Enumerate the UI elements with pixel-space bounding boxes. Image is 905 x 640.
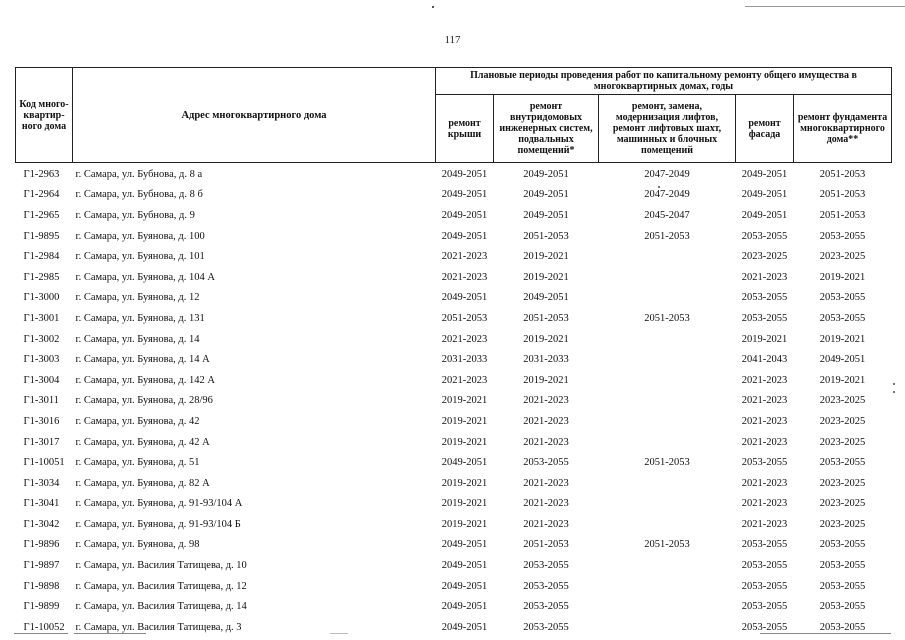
table-row [16,349,892,370]
header-address: Адрес многоквартирного дома [73,68,436,163]
header-facade: ремонт фасада [736,95,794,163]
cell-address: г. Самара, ул. Буянова, д. 51 [75,457,200,469]
table-row [16,308,892,329]
cell-lifts: 2051-2053 [644,312,690,324]
cell-facade: 2021-2023 [741,271,788,283]
scan-speck [893,391,895,393]
cell-systems: 2021-2023 [523,415,569,427]
cell-facade: 2021-2023 [741,436,788,448]
cell-address: г. Самара, ул. Буянова, д. 14 [75,333,200,345]
header-work-periods: Плановые периоды проведения работ по капитальному ремонту общего имущества в многоквартирных домах, годы [436,68,892,95]
cell-code: Г1-3004 [23,374,60,386]
cell-code: Г1-9896 [23,539,60,551]
cell-facade: 2053-2055 [741,539,788,551]
cell-systems: 2031-2033 [523,354,569,366]
cell-systems: 2051-2053 [523,312,569,324]
header-lifts: ремонт, замена, модернизация лифтов, ремонт лифтовых шахт, машинных и блочных помещений [599,95,736,163]
cell-roof: 2049-2051 [441,209,488,221]
table-row [16,473,892,494]
cell-lifts: 2045-2047 [644,209,690,221]
cell-roof: 2019-2021 [441,395,488,407]
cell-foundation: 2049-2051 [819,354,866,366]
cell-facade: 2019-2021 [741,333,788,345]
page-number: 117 [444,34,461,46]
cell-foundation: 2053-2055 [819,601,866,613]
cell-code: Г1-9897 [23,560,60,572]
table-row [16,163,892,185]
cell-roof: 2019-2021 [441,477,488,489]
cell-foundation: 2023-2025 [819,395,866,407]
cell-foundation: 2019-2021 [819,333,866,345]
cell-code: Г1-3001 [23,312,60,324]
cell-foundation: 2051-2053 [819,168,866,180]
scan-speck [432,6,434,8]
cell-systems: 2019-2021 [523,333,569,345]
cell-systems: 2053-2055 [523,560,569,572]
table-row [16,329,892,350]
cell-lifts [599,494,736,515]
cell-systems: 2053-2055 [523,580,569,592]
cell-roof: 2031-2033 [441,354,488,366]
header-roof: ремонт крыши [436,95,494,163]
cell-roof: 2021-2023 [441,374,488,386]
cell-systems: 2049-2051 [523,168,569,180]
cell-address: г. Самара, ул. Буянова, д. 42 А [75,436,210,448]
cell-code: Г1-9898 [23,580,60,592]
cell-facade: 2021-2023 [741,395,788,407]
cell-systems: 2019-2021 [523,374,569,386]
cell-foundation: 2053-2055 [819,621,866,633]
cell-systems: 2021-2023 [523,498,569,510]
cell-systems: 2021-2023 [523,436,569,448]
cell-address: г. Самара, ул. Бубнова, д. 8 б [75,189,203,201]
table-row [16,535,892,556]
cell-systems: 2021-2023 [523,477,569,489]
cell-foundation: 2053-2055 [819,457,866,469]
cell-code: Г1-3041 [23,498,60,510]
cell-facade: 2053-2055 [741,292,788,304]
cell-lifts [599,473,736,494]
header-code: Код много-квартир-ного дома [16,68,73,163]
cell-code: Г1-9899 [23,601,60,613]
cell-facade: 2053-2055 [741,560,788,572]
cell-code: Г1-10052 [23,621,65,633]
cell-address: г. Самара, ул. Василия Татищева, д. 3 [75,621,242,633]
cell-code: Г1-3003 [23,354,60,366]
cell-code: Г1-10051 [23,457,65,469]
cell-facade: 2053-2055 [741,601,788,613]
cell-facade: 2053-2055 [741,457,788,469]
cell-foundation: 2053-2055 [819,560,866,572]
cell-systems: 2053-2055 [523,457,569,469]
table-row [16,576,892,597]
cell-foundation: 2053-2055 [819,312,866,324]
table-row [16,411,892,432]
cell-roof: 2051-2053 [441,312,488,324]
table-row [16,267,892,288]
cell-systems: 2049-2051 [523,189,569,201]
scan-edge-rule [330,633,348,634]
cell-facade: 2049-2051 [741,209,788,221]
cell-foundation: 2053-2055 [819,292,866,304]
cell-foundation: 2019-2021 [819,271,866,283]
cell-facade: 2049-2051 [741,168,788,180]
cell-foundation: 2051-2053 [819,189,866,201]
table-row [16,391,892,412]
cell-roof: 2021-2023 [441,271,488,283]
cell-code: Г1-3016 [23,415,60,427]
cell-foundation: 2023-2025 [819,498,866,510]
cell-lifts [599,617,736,638]
table-row [16,226,892,247]
cell-lifts [599,329,736,350]
cell-systems: 2021-2023 [523,395,569,407]
cell-systems: 2049-2051 [523,209,569,221]
cell-facade: 2023-2025 [741,251,788,263]
cell-systems: 2049-2051 [523,292,569,304]
cell-foundation: 2023-2025 [819,477,866,489]
cell-systems: 2053-2055 [523,621,569,633]
cell-address: г. Самара, ул. Буянова, д. 100 [75,230,205,242]
cell-address: г. Самара, ул. Буянова, д. 12 [75,292,200,304]
cell-code: Г1-3000 [23,292,60,304]
table-row [16,185,892,206]
cell-address: г. Самара, ул. Буянова, д. 91-93/104 А [75,498,243,510]
table-row [16,432,892,453]
cell-lifts: 2051-2053 [644,230,690,242]
cell-lifts [599,370,736,391]
cell-systems: 2051-2053 [523,230,569,242]
cell-address: г. Самара, ул. Буянова, д. 82 А [75,477,210,489]
cell-code: Г1-3002 [23,333,60,345]
cell-facade: 2053-2055 [741,230,788,242]
table-row [16,288,892,309]
cell-facade: 2049-2051 [741,189,788,201]
cell-roof: 2049-2051 [441,539,488,551]
cell-lifts: 2051-2053 [644,539,690,551]
cell-lifts: 2047-2049 [644,168,690,180]
cell-code: Г1-2964 [23,189,60,201]
table-row [16,617,892,638]
cell-address: г. Самара, ул. Буянова, д. 42 [75,415,200,427]
cell-foundation: 2023-2025 [819,415,866,427]
cell-lifts [599,596,736,617]
cell-facade: 2021-2023 [741,415,788,427]
cell-systems: 2053-2055 [523,601,569,613]
cell-roof: 2049-2051 [441,621,488,633]
scan-edge-rule [14,633,68,634]
table-row [16,596,892,617]
cell-address: г. Самара, ул. Бубнова, д. 9 [75,209,195,221]
cell-foundation: 2023-2025 [819,436,866,448]
table-row [16,370,892,391]
cell-roof: 2049-2051 [441,601,488,613]
cell-foundation: 2051-2053 [819,209,866,221]
cell-code: Г1-3042 [23,518,60,530]
cell-lifts [599,576,736,597]
cell-address: г. Самара, ул. Буянова, д. 14 А [75,354,210,366]
cell-address: г. Самара, ул. Василия Татищева, д. 12 [75,580,247,592]
cell-address: г. Самара, ул. Василия Татищева, д. 14 [75,601,247,613]
cell-code: Г1-9895 [23,230,60,242]
cell-code: Г1-2984 [23,251,60,263]
cell-facade: 2021-2023 [741,374,788,386]
cell-address: г. Самара, ул. Василия Татищева, д. 10 [75,560,247,572]
header-foundation: ремонт фундамента многоквартирного дома** [794,95,892,163]
cell-roof: 2049-2051 [441,580,488,592]
table-row [16,555,892,576]
cell-foundation: 2053-2055 [819,539,866,551]
cell-lifts [599,514,736,535]
cell-code: Г1-2985 [23,271,60,283]
cell-lifts [599,349,736,370]
scan-edge-rule [74,633,146,634]
cell-roof: 2049-2051 [441,292,488,304]
cell-address: г. Самара, ул. Буянова, д. 131 [75,312,205,324]
cell-address: г. Самара, ул. Буянова, д. 104 А [75,271,215,283]
cell-foundation: 2053-2055 [819,580,866,592]
cell-address: г. Самара, ул. Буянова, д. 98 [75,539,200,551]
cell-lifts [599,246,736,267]
cell-code: Г1-2965 [23,209,60,221]
cell-roof: 2049-2051 [441,457,488,469]
cell-address: г. Самара, ул. Бубнова, д. 8 а [75,168,203,180]
cell-address: г. Самара, ул. Буянова, д. 142 А [75,374,215,386]
cell-roof: 2049-2051 [441,230,488,242]
cell-facade: 2053-2055 [741,621,788,633]
cell-facade: 2021-2023 [741,518,788,530]
cell-roof: 2021-2023 [441,333,488,345]
cell-roof: 2019-2021 [441,518,488,530]
cell-facade: 2021-2023 [741,477,788,489]
cell-lifts [599,391,736,412]
cell-systems: 2051-2053 [523,539,569,551]
cell-address: г. Самара, ул. Буянова, д. 91-93/104 Б [75,518,241,530]
cell-lifts: 2047-2049 [644,189,690,201]
cell-foundation: 2023-2025 [819,251,866,263]
cell-roof: 2049-2051 [441,560,488,572]
cell-lifts [599,555,736,576]
cell-roof: 2049-2051 [441,168,488,180]
cell-lifts: 2051-2053 [644,457,690,469]
cell-systems: 2021-2023 [523,518,569,530]
cell-lifts [599,411,736,432]
cell-roof: 2019-2021 [441,498,488,510]
cell-roof: 2019-2021 [441,436,488,448]
cell-foundation: 2053-2055 [819,230,866,242]
cell-facade: 2041-2043 [741,354,788,366]
scan-edge-rule [745,6,905,7]
cell-code: Г1-3017 [23,436,60,448]
cell-address: г. Самара, ул. Буянова, д. 101 [75,251,205,263]
cell-facade: 2053-2055 [741,580,788,592]
cell-lifts [599,267,736,288]
cell-code: Г1-3011 [23,395,59,407]
cell-foundation: 2023-2025 [819,518,866,530]
table-row [16,246,892,267]
scan-speck [893,383,895,385]
cell-address: г. Самара, ул. Буянова, д. 28/96 [75,395,213,407]
cell-facade: 2053-2055 [741,312,788,324]
cell-roof: 2019-2021 [441,415,488,427]
table-row [16,514,892,535]
cell-roof: 2049-2051 [441,189,488,201]
table-row [16,205,892,226]
cell-roof: 2021-2023 [441,251,488,263]
table-body [16,163,892,638]
cell-facade: 2021-2023 [741,498,788,510]
header-systems: ремонт внутридомовых инженерных систем, подвальных помещений* [494,95,599,163]
cell-systems: 2019-2021 [523,251,569,263]
table-row [16,494,892,515]
scan-edge-rule [760,633,891,634]
table-row [16,452,892,473]
cell-foundation: 2019-2021 [819,374,866,386]
cell-code: Г1-2963 [23,168,60,180]
cell-lifts [599,288,736,309]
repair-schedule-table [15,67,892,638]
cell-code: Г1-3034 [23,477,60,489]
cell-lifts [599,432,736,453]
cell-systems: 2019-2021 [523,271,569,283]
